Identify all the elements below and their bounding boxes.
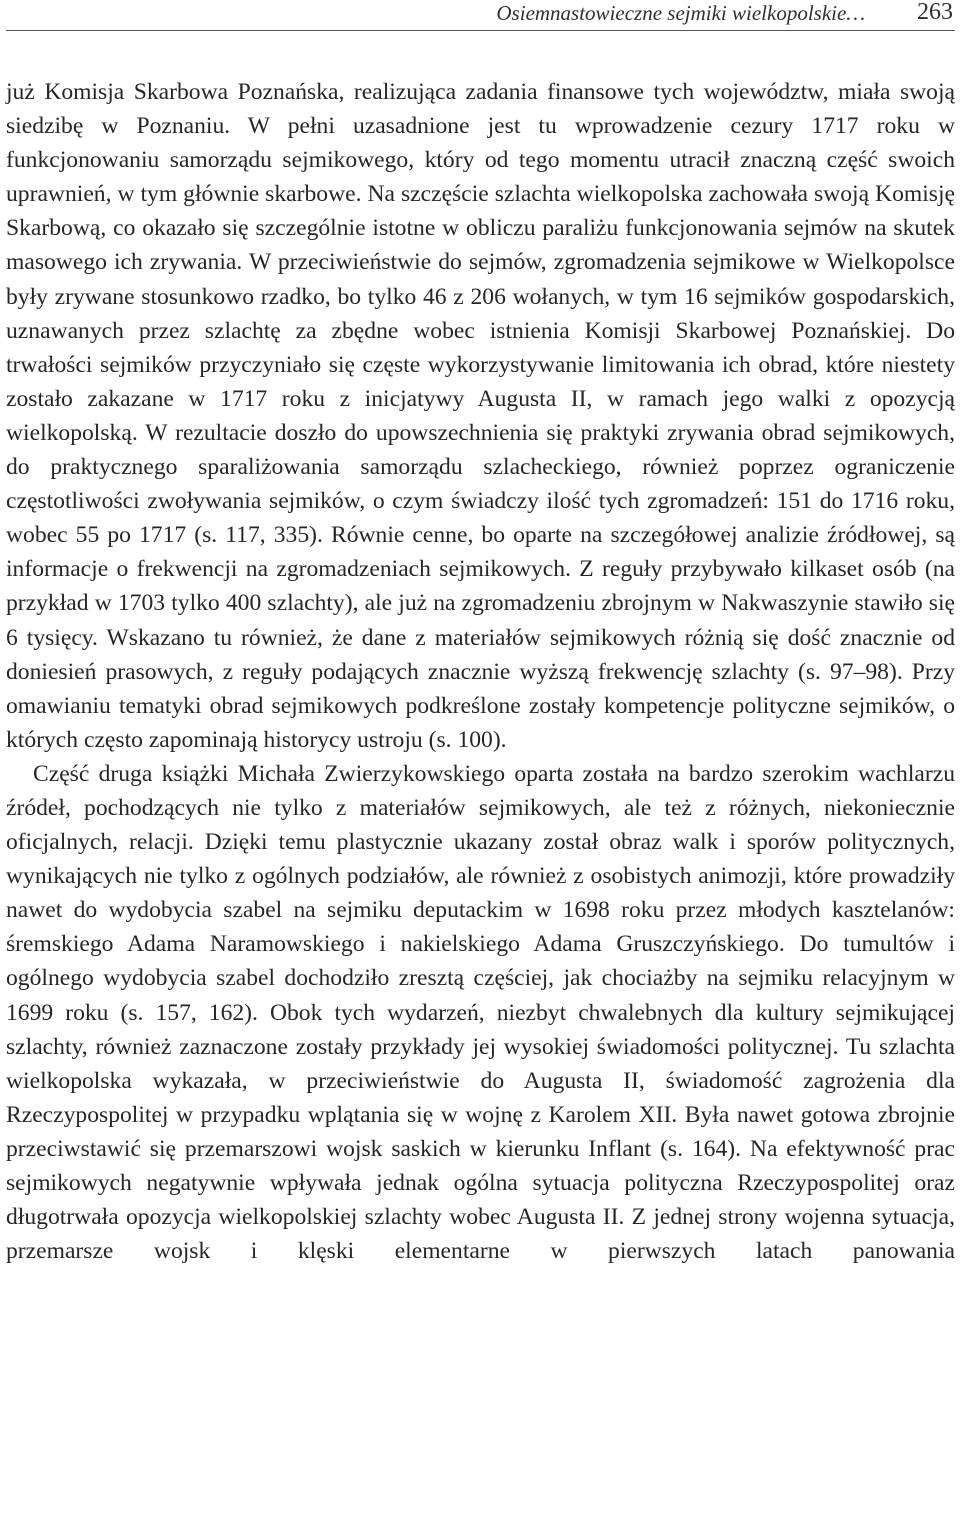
running-title: Osiemnastowieczne sejmiki wielkopolskie… xyxy=(496,1,865,25)
running-head xyxy=(6,0,955,31)
paragraph-2: Część druga książki Michała Zwierzykowskiego oparta została na bardzo szerokim wachlarzu źródeł, pochodzących nie tylko z materiałów sejmikowych, ale też z różnych, niekoniecznie oficjalnych, relacji. Dzięki temu plastycznie ukazany został obraz walk i sporów politycznych, wynikających nie tylko z ogólnych podziałów, ale również z osobistych animozji, które prowadziły nawet do wydobycia szabel na sejmiku deputackim w 1698 roku przez młodych kasztelanów: śremskiego Adama Naramowskiego i nakielskiego Adama Gruszczyńskiego. Do tumultów i ogólnego wydobycia szabel dochodziło zresztą częściej, jak chociażby na sejmiku relacyjnym w 1699 roku (s. 157, 162). Obok tych wydarzeń, niezbyt chwalebnych dla kultury sejmikującej szlachty, również zaznaczone zostały przykłady jej wysokiej świadomości politycznej. Tu szlachta wielkopolska wykazała, w przeciwieństwie do Augusta II, świadomość zagrożenia dla Rzeczypospolitej w przypadku wplątania się w wojnę z Karolem XII. Była nawet gotowa zbrojnie przeciwstawić się przemarszowi wojsk saskich w kierunku Inflant (s. 164). Na efektywność prac sejmikowych negatywnie wpływała jednak ogólna sytuacja polityczna Rzeczypospolitej oraz długotrwała opozycja wielkopolskiej szlachty wobec Augusta II. Z jednej strony wojenna sytuacja, przemarsze wojsk i klęski elementarne w pierwszych latach panowania xyxy=(6,760,955,1265)
body-text xyxy=(6,75,955,1268)
page-number: 263 xyxy=(917,0,953,25)
paragraph-1: już Komisja Skarbowa Poznańska, realizująca zadania finansowe tych województw, miała swoją siedzibę w Poznaniu. W pełni uzasadnione jest tu wprowadzenie cezury 1717 roku w funkcjonowaniu samorządu sejmikowego, który od tego momentu utracił znaczną część swoich uprawnień, w tym głównie skarbowe. Na szczęście szlachta wielkopolska zachowała swoją Komisję Skarbową, co okazało się szczególnie istotne w obliczu paraliżu funkcjonowania sejmów na skutek masowego ich zrywania. W przeciwieństwie do sejmów, zgromadzenia sejmikowe w Wielkopolsce były zrywane stosunkowo rzadko, bo tylko 46 z 206 wołanych, w tym 16 sejmików gospodarskich, uznawanych przez szlachtę za zbędne wobec istnienia Komisji Skarbowej Poznańskiej. Do trwałości sejmików przyczyniało się częste wykorzystywanie limitowania ich obrad, które niestety zostało zakazane w 1717 roku z inicjatywy Augusta II, w ramach jego walki z opozycją wielkopolską. W rezultacie doszło do upowszechnienia się praktyki zrywania obrad sejmikowych, do praktycznego sparaliżowania samorządu szlacheckiego, również poprzez ograniczenie częstotliwości zwoływania sejmików, o czym świadczy ilość tych zgromadzeń: 151 do 1716 roku, wobec 55 po 1717 (s. 117, 335). Równie cenne, bo oparte na szczegółowej analizie źródłowej, są informacje o frekwencji na zgromadzeniach sejmikowych. Z reguły przybywało kilkaset osób (na przykład w 1703 tylko 400 szlachty), ale już na zgromadzeniu zbrojnym w Nakwaszynie stawiło się 6 tysięcy. Wskazano tu również, że dane z materiałów sejmikowych różnią się dość znacznie od doniesień prasowych, z reguły podających znacznie wyższą frekwencję szlachty (s. 97–98). Przy omawianiu tematyki obrad sejmikowych podkreślone zostały kompetencje polityczne sejmików, o których często zapominają historycy ustroju (s. 100). xyxy=(6,79,955,753)
